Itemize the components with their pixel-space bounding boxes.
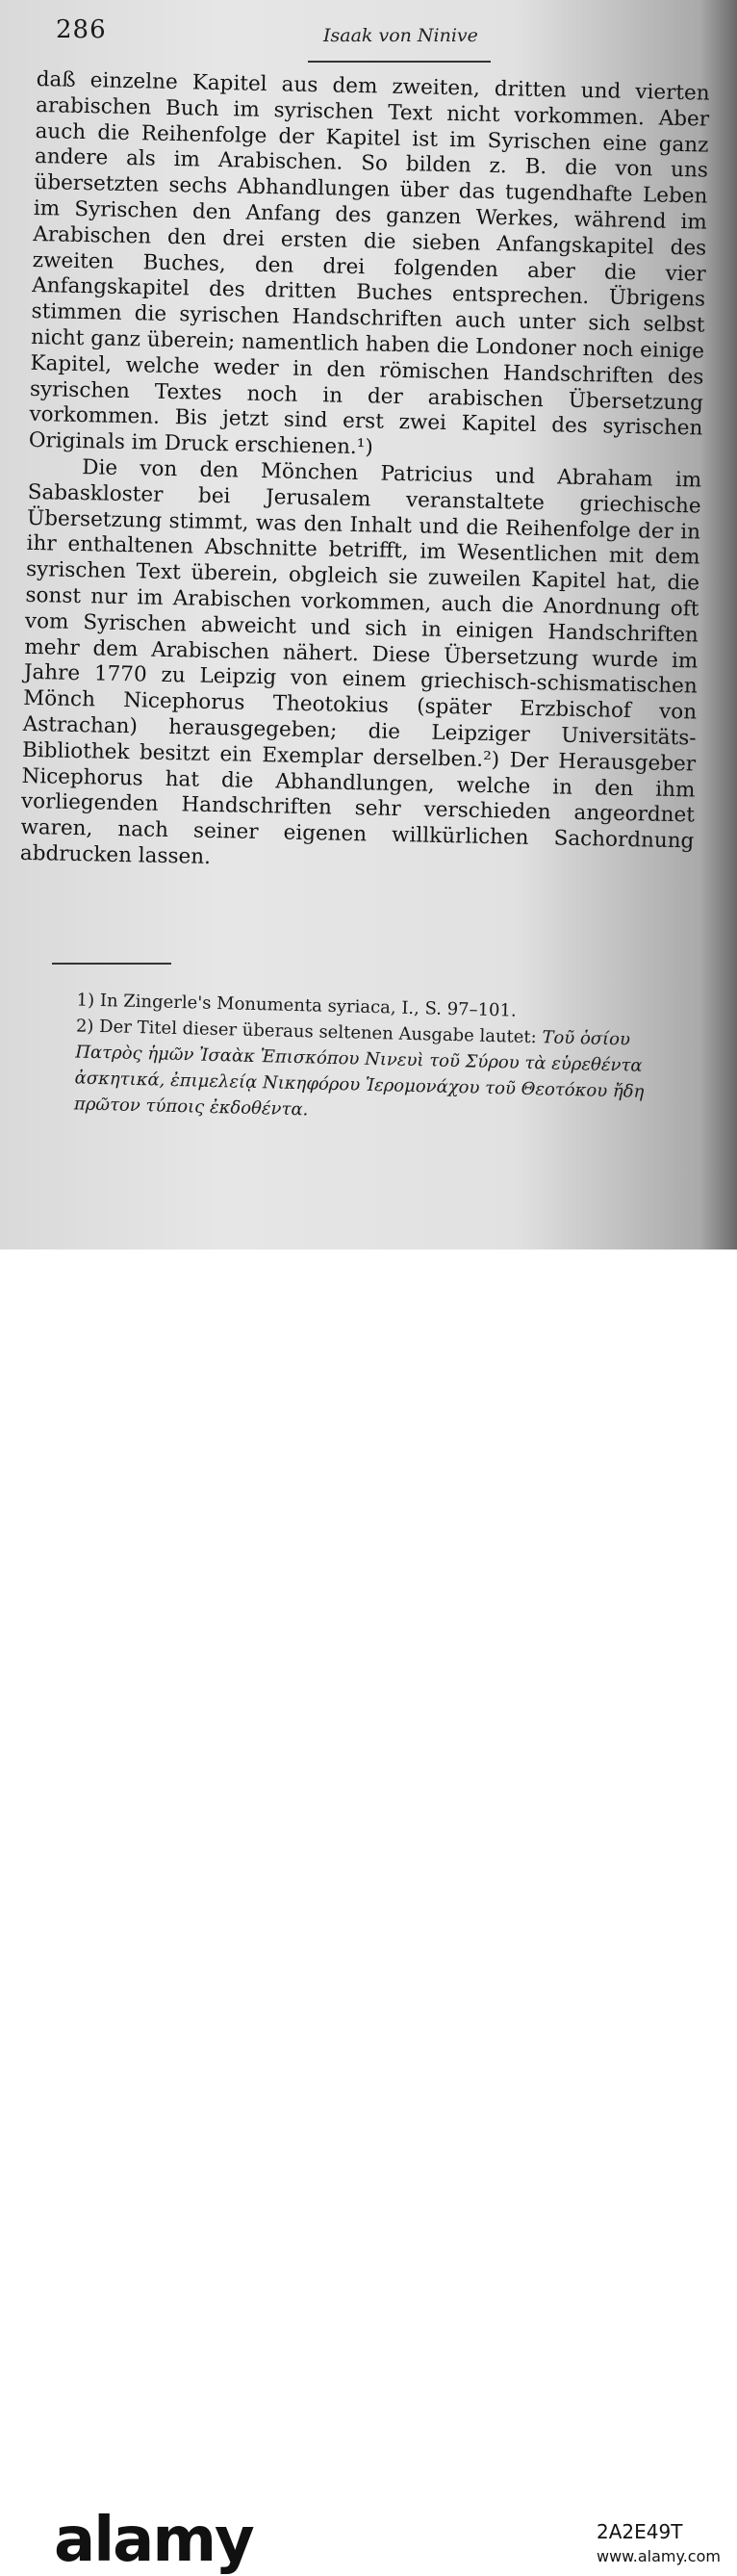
footnote-2-lead: 2) Der Titel dieser überaus seltenen Ausgabe lautet: — [75, 1016, 537, 1048]
header-rule — [308, 61, 491, 63]
footnotes — [16, 986, 693, 1132]
footnote-2 — [16, 1012, 692, 1132]
stock-watermark-band — [0, 1249, 737, 2576]
footnote-2-greek-title: Τοῦ ὁσίου Πατρὸς ἡμῶν Ἰσαὰκ Ἐπισκόπου Νινευὶ τοῦ Σύρου τὰ εὑρεθέντα ἀσκητικά, ἐπιμελείᾳ Νικηφόρου Ἱερομονάχου τοῦ Θεοτόκου ἤδη πρῶτον τύποις ἐκδοθέντα. — [73, 1027, 645, 1121]
body-text — [20, 67, 710, 881]
body-paragraph-2: Die von den Mönchen Patricius und Abraham im Sabaskloster bei Jerusalem veranstaltete griechische Übersetzung stimmt, was den Inhalt und die Reihenfolge der in ihr enthaltenen Abschnitte betrifft, im Wesentlichen mit dem syrischen Text überein, obgleich sie zuweilen Kapitel hat, die sonst nur im Arabischen vorkommen, auch die Anordnung oft vom Syrischen abweicht und sich in einigen Handschriften mehr dem Arabischen nähert. Diese Übersetzung wurde im Jahre 1770 zu Leipzig von einem griechisch-schismatischen Mönch Nicephorus Theotokius (später Erzbischof von Astrachan) herausgegeben; die Leipziger Universitäts-Bibliothek besitzt ein Exemplar derselben.²) Der Herausgeber Nicephorus hat die Abhandlungen, welche in den ihm vorliegenden Handschriften sehr verschieden angeordnet waren, nach seiner eigenen willkürlichen Sachordnung abdrucken lassen. — [19, 455, 702, 869]
book-page-photo — [0, 0, 737, 1249]
footnote-rule — [52, 963, 171, 965]
running-head: Isaak von Ninive — [323, 25, 478, 46]
page-number: 286 — [56, 15, 107, 44]
image-id: 2A2E49T — [597, 2520, 683, 2543]
page-header — [56, 15, 710, 69]
alamy-logo: alamy — [54, 2505, 253, 2576]
footnote-1: 1) In Zingerle's Monumenta syriaca, I., S. 97–101. — [76, 990, 517, 1021]
body-paragraph-1: daß einzelne Kapitel aus dem zweiten, dritten und vierten arabischen Buch im syrischen Text nicht vorkommen. Aber auch die Reihenfolge der Kapitel ist im Syrischen eine ganz andere als im Arabischen. So bilden z. B. die von uns übersetzten sechs Abhandlungen über das tugendhafte Leben im Syrischen den Anfang des ganzen Werkes, während im Arabischen den drei ersten die sieben Anfangskapitel des zweiten Buches, den drei folgenden aber die vier Anfangskapitel des dritten Buches entsprechen. Übrigens stimmen die syrischen Handschriften auch unter sich selbst nicht ganz überein; namentlich haben die Londoner noch einige Kapitel, welche weder in den römischen Handschriften des syrischen Textes noch in der arabischen Übersetzung vorkommen. Bis jetzt sind erst zwei Kapitel des syrischen Originals im Druck erschienen.¹) — [28, 67, 710, 460]
watermark-url: www.alamy.com — [597, 2547, 721, 2565]
